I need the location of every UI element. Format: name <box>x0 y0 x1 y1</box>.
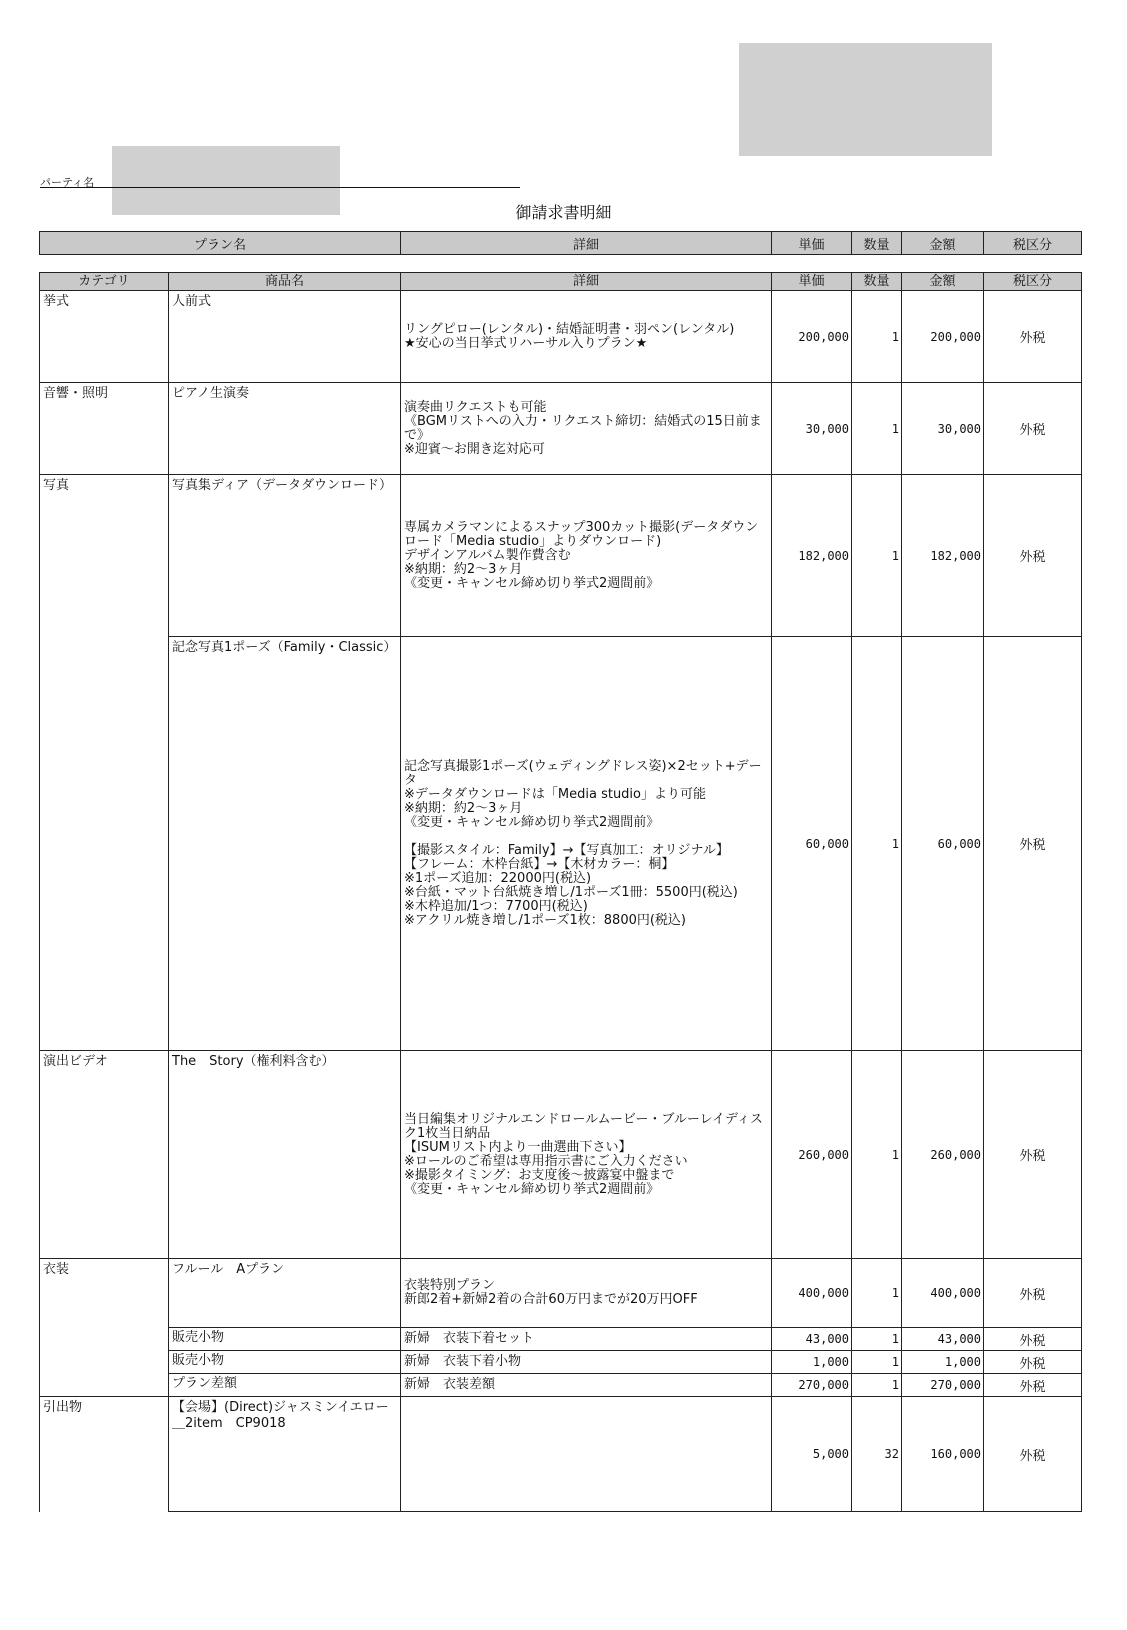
amount-cell: 30,000 <box>902 383 984 475</box>
tax-cell: 外税 <box>984 1397 1082 1512</box>
plan-detail-header: 詳細 <box>401 232 772 255</box>
qty-cell: 1 <box>852 291 902 383</box>
unit-price-cell: 30,000 <box>772 383 852 475</box>
product-cell: ピアノ生演奏 <box>169 383 401 475</box>
plan-qty-header: 数量 <box>852 232 902 255</box>
product-cell: 人前式 <box>169 291 401 383</box>
document-title: 御請求書明細 <box>515 203 612 222</box>
table-row <box>40 1328 1082 1351</box>
unit-price-cell: 43,000 <box>772 1328 852 1351</box>
product-cell: 販売小物 <box>169 1328 401 1351</box>
detail-cell: 記念写真撮影1ポーズ(ウェディングドレス姿)×2セット+データ ※データダウンロードは「Media studio」より可能 ※納期：約2～3ヶ月 《変更・キャンセル締め切り挙式2週間前》 【撮影スタイル：Family】→【写真加工：オリジナル】 【フレーム：木枠台紙】→【木材カラー：桐】 ※1ポーズ追加：22000円(税込) ※台紙・マット台紙焼き増し/1ポーズ1冊：5500円(税込) ※木枠追加/1つ：7700円(税込) ※アクリル焼き増し/1ポーズ1枚：8800円(税込) <box>401 637 772 1051</box>
detail-cell: 新婦 衣装下着セット <box>401 1328 772 1351</box>
detail-cell: 当日編集オリジナルエンドロールムービー・ブルーレイディスク1枚当日納品 【ISUMリスト内より一曲選曲下さい】 ※ロールのご希望は専用指示書にご入力ください ※撮影タイミング：お支度後～披露宴中盤まで 《変更・キャンセル締め切り挙式2週間前》 <box>401 1051 772 1259</box>
unit-price-header: 単価 <box>772 273 852 291</box>
category-cell: 挙式 <box>40 291 169 383</box>
qty-cell: 32 <box>852 1397 902 1512</box>
table-row <box>40 291 1082 383</box>
party-name-underline <box>40 187 520 188</box>
product-cell: 【会場】(Direct)ジャスミンイエロー＿2item CP9018 <box>169 1397 401 1512</box>
product-cell: The Story（権利料含む） <box>169 1051 401 1259</box>
product-header: 商品名 <box>169 273 401 291</box>
unit-price-cell: 60,000 <box>772 637 852 1051</box>
qty-cell: 1 <box>852 475 902 637</box>
detail-header: 詳細 <box>401 273 772 291</box>
table-row <box>40 1397 1082 1512</box>
items-table <box>39 272 1082 1512</box>
amount-cell: 400,000 <box>902 1259 984 1328</box>
qty-cell: 1 <box>852 1328 902 1351</box>
tax-cell: 外税 <box>984 637 1082 1051</box>
product-cell: フルール Aプラン <box>169 1259 401 1328</box>
detail-cell: 新婦 衣装下着小物 <box>401 1351 772 1374</box>
qty-header: 数量 <box>852 273 902 291</box>
detail-cell: 専属カメラマンによるスナップ300カット撮影(データダウンロード「Media studio」よりダウンロード) デザインアルバム製作費含む ※納期：約2～3ヶ月 《変更・キャンセル締め切り挙式2週間前》 <box>401 475 772 637</box>
qty-cell: 1 <box>852 1051 902 1259</box>
tax-cell: 外税 <box>984 475 1082 637</box>
tax-cell: 外税 <box>984 1351 1082 1374</box>
unit-price-cell: 200,000 <box>772 291 852 383</box>
table-row <box>40 1351 1082 1374</box>
plan-name-header: プラン名 <box>40 232 401 255</box>
amount-cell: 200,000 <box>902 291 984 383</box>
party-name-label: パーティ名 <box>40 176 95 189</box>
amount-cell: 182,000 <box>902 475 984 637</box>
unit-price-cell: 1,000 <box>772 1351 852 1374</box>
tax-cell: 外税 <box>984 1328 1082 1351</box>
product-cell: 写真集ディア（データダウンロード） <box>169 475 401 637</box>
table-row <box>40 475 1082 637</box>
category-cell <box>40 1374 169 1397</box>
tax-cell: 外税 <box>984 1374 1082 1397</box>
table-row <box>40 1259 1082 1328</box>
category-cell: 写真 <box>40 475 169 637</box>
redacted-logo-area <box>739 43 992 156</box>
qty-cell: 1 <box>852 1374 902 1397</box>
category-cell: 音響・照明 <box>40 383 169 475</box>
unit-price-cell: 400,000 <box>772 1259 852 1328</box>
category-cell <box>40 1328 169 1351</box>
qty-cell: 1 <box>852 637 902 1051</box>
tax-cell: 外税 <box>984 1259 1082 1328</box>
tax-header: 税区分 <box>984 273 1082 291</box>
category-header: カテゴリ <box>40 273 169 291</box>
detail-cell: 新婦 衣装差額 <box>401 1374 772 1397</box>
qty-cell: 1 <box>852 1259 902 1328</box>
tax-cell: 外税 <box>984 291 1082 383</box>
plan-tax-header: 税区分 <box>984 232 1082 255</box>
amount-cell: 160,000 <box>902 1397 984 1512</box>
table-row <box>40 1374 1082 1397</box>
amount-header: 金額 <box>902 273 984 291</box>
table-row <box>40 383 1082 475</box>
detail-cell: リングピロー(レンタル)・結婚証明書・羽ペン(レンタル) ★安心の当日挙式リハーサル入りプラン★ <box>401 291 772 383</box>
category-cell <box>40 1351 169 1374</box>
items-header-row <box>40 273 1082 291</box>
amount-cell: 1,000 <box>902 1351 984 1374</box>
plan-header-table <box>39 231 1082 255</box>
unit-price-cell: 182,000 <box>772 475 852 637</box>
tax-cell: 外税 <box>984 383 1082 475</box>
detail-cell: 演奏曲リクエストも可能 《BGMリストへの入力・リクエスト締切：結婚式の15日前まで》 ※迎賓～お開き迄対応可 <box>401 383 772 475</box>
unit-price-cell: 5,000 <box>772 1397 852 1512</box>
category-cell: 引出物 <box>40 1397 169 1512</box>
amount-cell: 270,000 <box>902 1374 984 1397</box>
category-cell: 演出ビデオ <box>40 1051 169 1259</box>
detail-cell <box>401 1397 772 1512</box>
product-cell: 記念写真1ポーズ（Family・Classic） <box>169 637 401 1051</box>
unit-price-cell: 260,000 <box>772 1051 852 1259</box>
table-row <box>40 1051 1082 1259</box>
unit-price-cell: 270,000 <box>772 1374 852 1397</box>
qty-cell: 1 <box>852 383 902 475</box>
amount-cell: 43,000 <box>902 1328 984 1351</box>
product-cell: 販売小物 <box>169 1351 401 1374</box>
product-cell: プラン差額 <box>169 1374 401 1397</box>
amount-cell: 60,000 <box>902 637 984 1051</box>
plan-unit-price-header: 単価 <box>772 232 852 255</box>
detail-cell: 衣装特別プラン 新郎2着+新婦2着の合計60万円までが20万円OFF <box>401 1259 772 1328</box>
qty-cell: 1 <box>852 1351 902 1374</box>
plan-amount-header: 金額 <box>902 232 984 255</box>
plan-header-row <box>40 232 1082 255</box>
category-cell: 衣装 <box>40 1259 169 1328</box>
table-row <box>40 637 1082 1051</box>
amount-cell: 260,000 <box>902 1051 984 1259</box>
category-cell <box>40 637 169 1051</box>
tax-cell: 外税 <box>984 1051 1082 1259</box>
